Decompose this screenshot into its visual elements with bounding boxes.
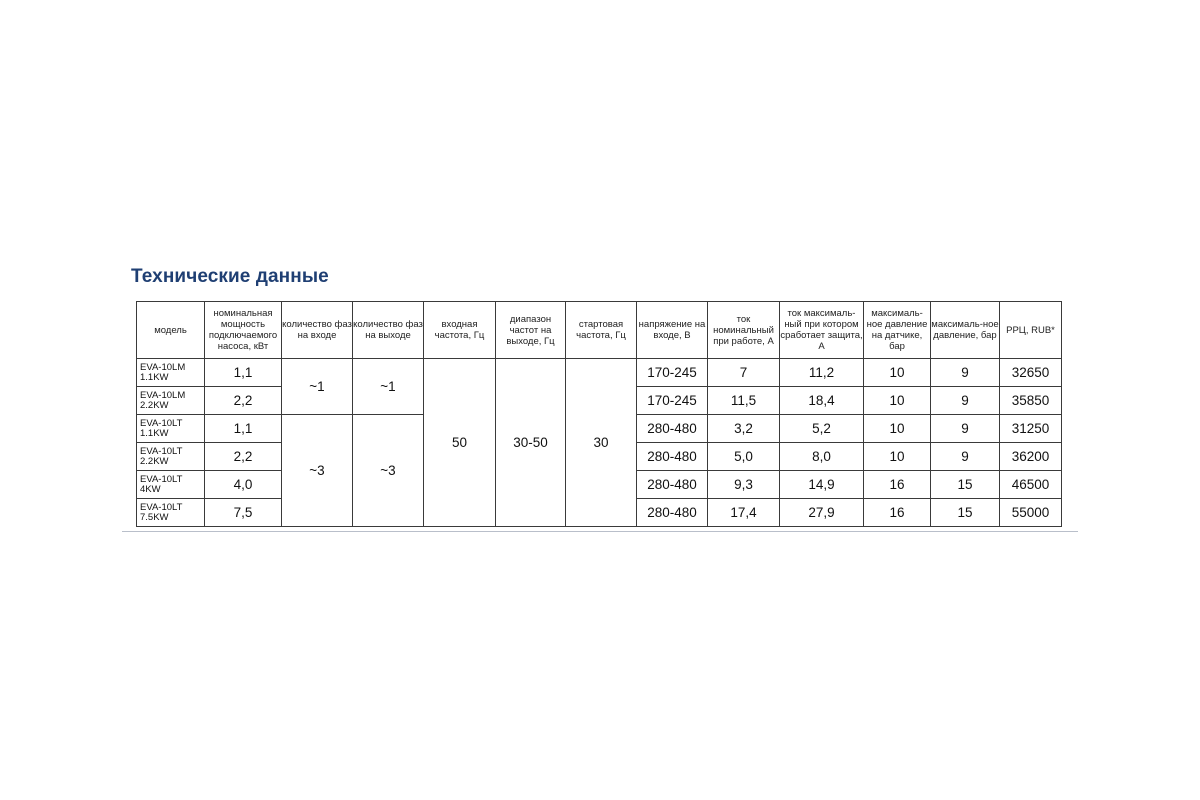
- cell-current: 7: [708, 359, 780, 387]
- cell-power: 1,1: [205, 359, 282, 387]
- header-nominal-current: ток номинальный при работе, А: [708, 302, 780, 359]
- bottom-divider: [122, 531, 1078, 532]
- cell-model: EVA-10LT 7.5KW: [137, 499, 205, 527]
- cell-max-pressure: 9: [931, 359, 1000, 387]
- header-input-voltage: напряжение на входе, В: [637, 302, 708, 359]
- cell-max-current: 5,2: [780, 415, 864, 443]
- cell-power: 4,0: [205, 471, 282, 499]
- cell-current: 3,2: [708, 415, 780, 443]
- header-max-sensor-pressure: максималь-ное давление на датчике, бар: [864, 302, 931, 359]
- cell-model: EVA-10LM 2.2KW: [137, 387, 205, 415]
- cell-voltage: 170-245: [637, 387, 708, 415]
- table-header-row: [137, 302, 1062, 359]
- cell-input-frequency: 50: [424, 359, 496, 527]
- header-frequency-range: диапазон частот на выходе, Гц: [496, 302, 566, 359]
- cell-sensor-pressure: 10: [864, 415, 931, 443]
- cell-current: 11,5: [708, 387, 780, 415]
- cell-sensor-pressure: 16: [864, 471, 931, 499]
- cell-frequency-range: 30-50: [496, 359, 566, 527]
- table-row: [137, 359, 1062, 387]
- cell-max-pressure: 9: [931, 387, 1000, 415]
- cell-current: 17,4: [708, 499, 780, 527]
- cell-voltage: 280-480: [637, 415, 708, 443]
- cell-power: 2,2: [205, 443, 282, 471]
- header-price: РРЦ, RUB*: [1000, 302, 1062, 359]
- cell-start-frequency: 30: [566, 359, 637, 527]
- cell-price: 55000: [1000, 499, 1062, 527]
- cell-current: 5,0: [708, 443, 780, 471]
- header-start-frequency: стартовая частота, Гц: [566, 302, 637, 359]
- cell-price: 35850: [1000, 387, 1062, 415]
- header-input-frequency: входная частота, Гц: [424, 302, 496, 359]
- cell-max-current: 11,2: [780, 359, 864, 387]
- cell-voltage: 280-480: [637, 443, 708, 471]
- cell-max-pressure: 15: [931, 471, 1000, 499]
- cell-phases-in-lm: ~1: [282, 359, 353, 415]
- cell-price: 46500: [1000, 471, 1062, 499]
- cell-phases-in-lt: ~3: [282, 415, 353, 527]
- cell-voltage: 280-480: [637, 499, 708, 527]
- cell-price: 32650: [1000, 359, 1062, 387]
- cell-model: EVA-10LM 1.1KW: [137, 359, 205, 387]
- page-title: Технические данные: [131, 266, 329, 287]
- cell-sensor-pressure: 10: [864, 443, 931, 471]
- header-power: номинальная мощность подключаемого насоса, кВт: [205, 302, 282, 359]
- header-max-pressure: максималь-ное давление, бар: [931, 302, 1000, 359]
- cell-phases-out-lt: ~3: [353, 415, 424, 527]
- cell-model: EVA-10LT 4KW: [137, 471, 205, 499]
- cell-max-pressure: 15: [931, 499, 1000, 527]
- cell-phases-out-lm: ~1: [353, 359, 424, 415]
- cell-max-pressure: 9: [931, 415, 1000, 443]
- cell-max-current: 18,4: [780, 387, 864, 415]
- header-phases-out: количество фаз на выходе: [353, 302, 424, 359]
- cell-sensor-pressure: 16: [864, 499, 931, 527]
- cell-power: 2,2: [205, 387, 282, 415]
- cell-model: EVA-10LT 1.1KW: [137, 415, 205, 443]
- cell-max-current: 14,9: [780, 471, 864, 499]
- cell-max-current: 8,0: [780, 443, 864, 471]
- cell-max-pressure: 9: [931, 443, 1000, 471]
- header-model: модель: [137, 302, 205, 359]
- cell-sensor-pressure: 10: [864, 359, 931, 387]
- cell-current: 9,3: [708, 471, 780, 499]
- cell-max-current: 27,9: [780, 499, 864, 527]
- cell-voltage: 280-480: [637, 471, 708, 499]
- cell-power: 7,5: [205, 499, 282, 527]
- cell-model: EVA-10LT 2.2KW: [137, 443, 205, 471]
- cell-power: 1,1: [205, 415, 282, 443]
- cell-price: 36200: [1000, 443, 1062, 471]
- cell-price: 31250: [1000, 415, 1062, 443]
- cell-voltage: 170-245: [637, 359, 708, 387]
- header-phases-in: количество фаз на входе: [282, 302, 353, 359]
- technical-data-table: [136, 301, 1062, 527]
- cell-sensor-pressure: 10: [864, 387, 931, 415]
- header-max-current: ток максималь-ный при котором сработает защита, А: [780, 302, 864, 359]
